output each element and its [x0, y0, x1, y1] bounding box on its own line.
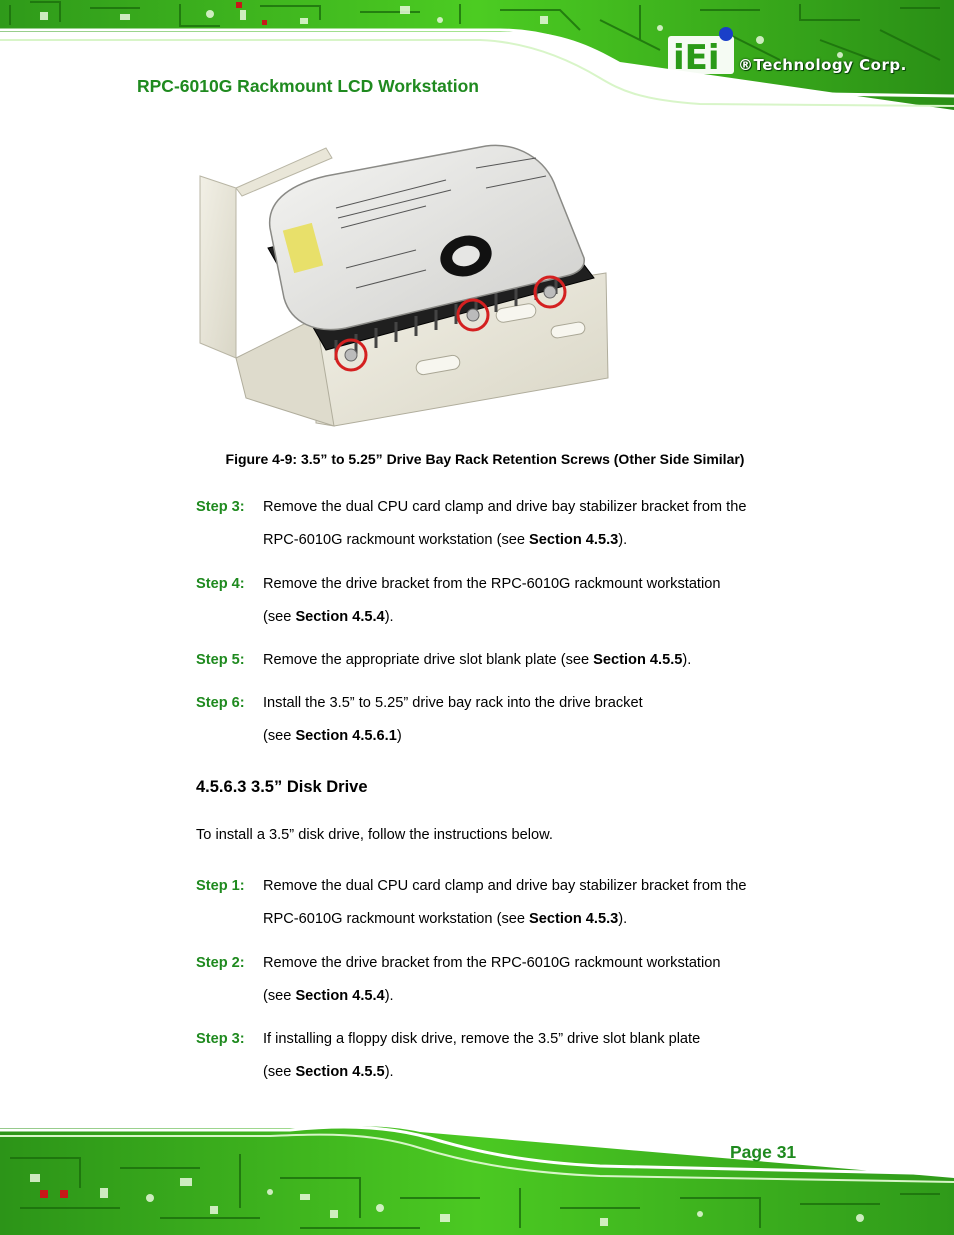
- step-label: Step 2:: [196, 955, 245, 971]
- section-reference: Section 4.5.5: [593, 652, 683, 668]
- page-header: [0, 0, 954, 112]
- company-logo: [668, 26, 928, 80]
- section-reference: Section 4.5.3: [529, 532, 619, 548]
- section-reference: Section 4.5.4: [295, 988, 385, 1004]
- step-label: Step 5:: [196, 652, 245, 668]
- step-text: (see Section 4.5.4).: [263, 609, 394, 625]
- step-text: (see Section 4.5.6.1): [263, 728, 402, 744]
- step-text: Remove the dual CPU card clamp and drive bay stabilizer bracket from the: [263, 878, 747, 894]
- step-text: Install the 3.5” to 5.25” drive bay rack into the drive bracket: [263, 695, 643, 711]
- step-label: Step 3:: [196, 499, 245, 515]
- step-text: Remove the drive bracket from the RPC-6010G rackmount workstation: [263, 576, 721, 592]
- step-label: Step 6:: [196, 695, 245, 711]
- figure-caption: Figure 4-9: 3.5” to 5.25” Drive Bay Rack Retention Screws (Other Side Similar): [225, 451, 745, 467]
- step-text: Remove the drive bracket from the RPC-6010G rackmount workstation: [263, 955, 721, 971]
- step-label: Step 3:: [196, 1031, 245, 1047]
- logo-company-name: ®Technology Corp.: [738, 56, 907, 74]
- footer-circuit-banner: [0, 1118, 954, 1235]
- page-number: Page 31: [730, 1142, 797, 1162]
- section-reference: Section 4.5.5: [295, 1064, 385, 1080]
- step-label: Step 1:: [196, 878, 245, 894]
- rack-front-bezel: [200, 176, 236, 358]
- section-intro: To install a 3.5” disk drive, follow the instructions below.: [196, 827, 553, 843]
- step-text: (see Section 4.5.4).: [263, 988, 394, 1004]
- step-text: RPC-6010G rackmount workstation (see Section 4.5.3).: [263, 532, 628, 548]
- step-text: RPC-6010G rackmount workstation (see Section 4.5.3).: [263, 911, 628, 927]
- section-reference: Section 4.5.3: [529, 911, 619, 927]
- drive-bay-rack-photo: [196, 128, 612, 428]
- section-reference: Section 4.5.4: [295, 609, 385, 625]
- page-footer: [0, 1118, 954, 1235]
- step-text: If installing a floppy disk drive, remove the 3.5” drive slot blank plate: [263, 1031, 701, 1047]
- document-title: RPC-6010G Rackmount LCD Workstation: [137, 76, 479, 96]
- section-heading: 4.5.6.3 3.5” Disk Drive: [196, 778, 368, 796]
- iei-logo-mark: [668, 26, 734, 76]
- step-text: Remove the appropriate drive slot blank plate (see Section 4.5.5).: [263, 652, 692, 668]
- step-text: (see Section 4.5.5).: [263, 1064, 394, 1080]
- section-reference: Section 4.5.6.1: [295, 728, 397, 744]
- step-text: Remove the dual CPU card clamp and drive bay stabilizer bracket from the: [263, 499, 747, 515]
- logo-letters: iEi: [673, 38, 720, 76]
- step-label: Step 4:: [196, 576, 245, 592]
